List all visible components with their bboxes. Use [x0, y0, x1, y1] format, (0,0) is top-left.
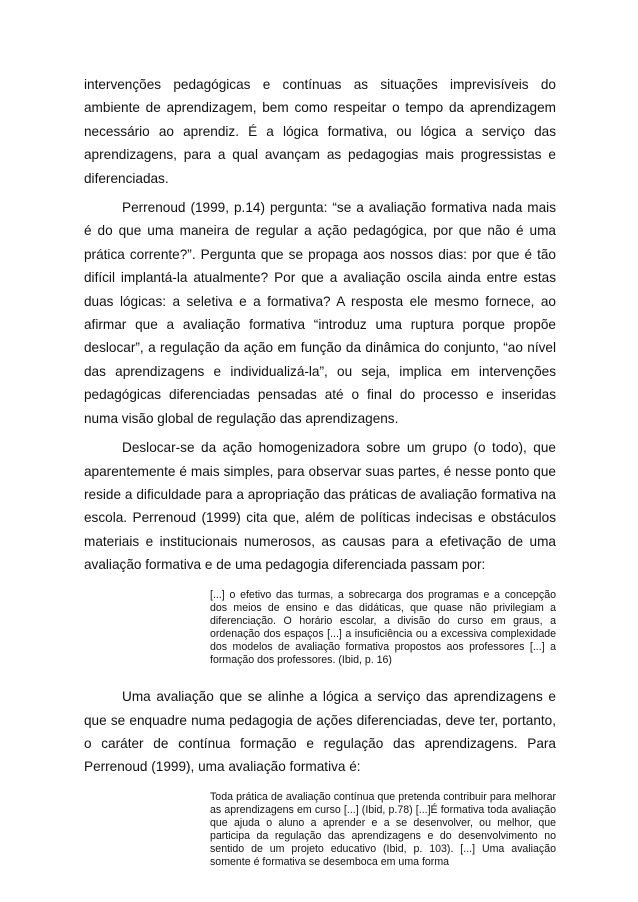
page-body	[84, 73, 556, 869]
paragraph-2: Perrenoud (1999, p.14) pergunta: “se a avaliação formativa nada mais é do que uma maneira de regular a ação pedagógica, por que não é uma prática corrente?”. Pergunta que se propaga aos nossos dias: por que é tão difícil implantá-la atualmente? Por que a avaliação oscila ainda entre estas duas lógicas: a seletiva e a formativa? A resposta ele mesmo fornece, ao afirmar que a avaliação formativa “introduz uma ruptura porque propõe deslocar”, a regulação da ação em função da dinâmica do conjunto, “ao nível das aprendizagens e individualizá-la”, ou seja, implica em intervenções pedagógicas diferenciadas pensadas até o final do processo e inseridas numa visão global de regulação das aprendizagens.	[84, 200, 556, 426]
paragraph-4: Uma avaliação que se alinhe a lógica a serviço das aprendizagens e que se enquadre numa pedagogia de ações diferenciadas, deve ter, portanto, o caráter de contínua formação e regulação das aprendizagens. Para Perrenoud (1999), uma avaliação formativa é:	[84, 689, 556, 775]
block-quote-1: [...] o efetivo das turmas, a sobrecarga dos programas e a concepção dos meios de ensino e das didáticas, que quase não privilegiam a diferenciação. O horário escolar, a divisão do curso em graus, a ordenação dos espaços [...] a insuficiência ou a excessiva complexidade dos modelos de avaliação formativa propostos aos professores [...] a formação dos professores. (Ibid, p. 16)	[210, 588, 556, 666]
paragraph-1: intervenções pedagógicas e contínuas as situações imprevisíveis do ambiente de aprendizagem, bem como respeitar o tempo da aprendizagem necessário ao aprendiz. É a lógica formativa, ou lógica a serviço das aprendizagens, para a qual avançam as pedagogias mais progressistas e diferenciadas.	[84, 77, 556, 186]
block-quote-2: Toda prática de avaliação contínua que pretenda contribuir para melhorar as aprendizagens em curso [...] (Ibid, p.78) [...]É formativa toda avaliação que ajuda o aluno a aprender e a se desenvolver, ou melhor, que participa da regulação das aprendizagens e do desenvolvimento no sentido de um projeto educativo (Ibid, p. 103). [...] Uma avaliação somente é formativa se desemboca em uma forma	[210, 790, 556, 869]
paragraph-3: Deslocar-se da ação homogenizadora sobre um grupo (o todo), que aparentemente é mais simples, para observar suas partes, é nesse ponto que reside a dificuldade para a apropriação das práticas de avaliação formativa na escola. Perrenoud (1999) cita que, além de políticas indecisas e obstáculos materiais e institucionais numerosos, as causas para a efetivação de uma avaliação formativa e de uma pedagogia diferenciada passam por:	[84, 440, 556, 573]
